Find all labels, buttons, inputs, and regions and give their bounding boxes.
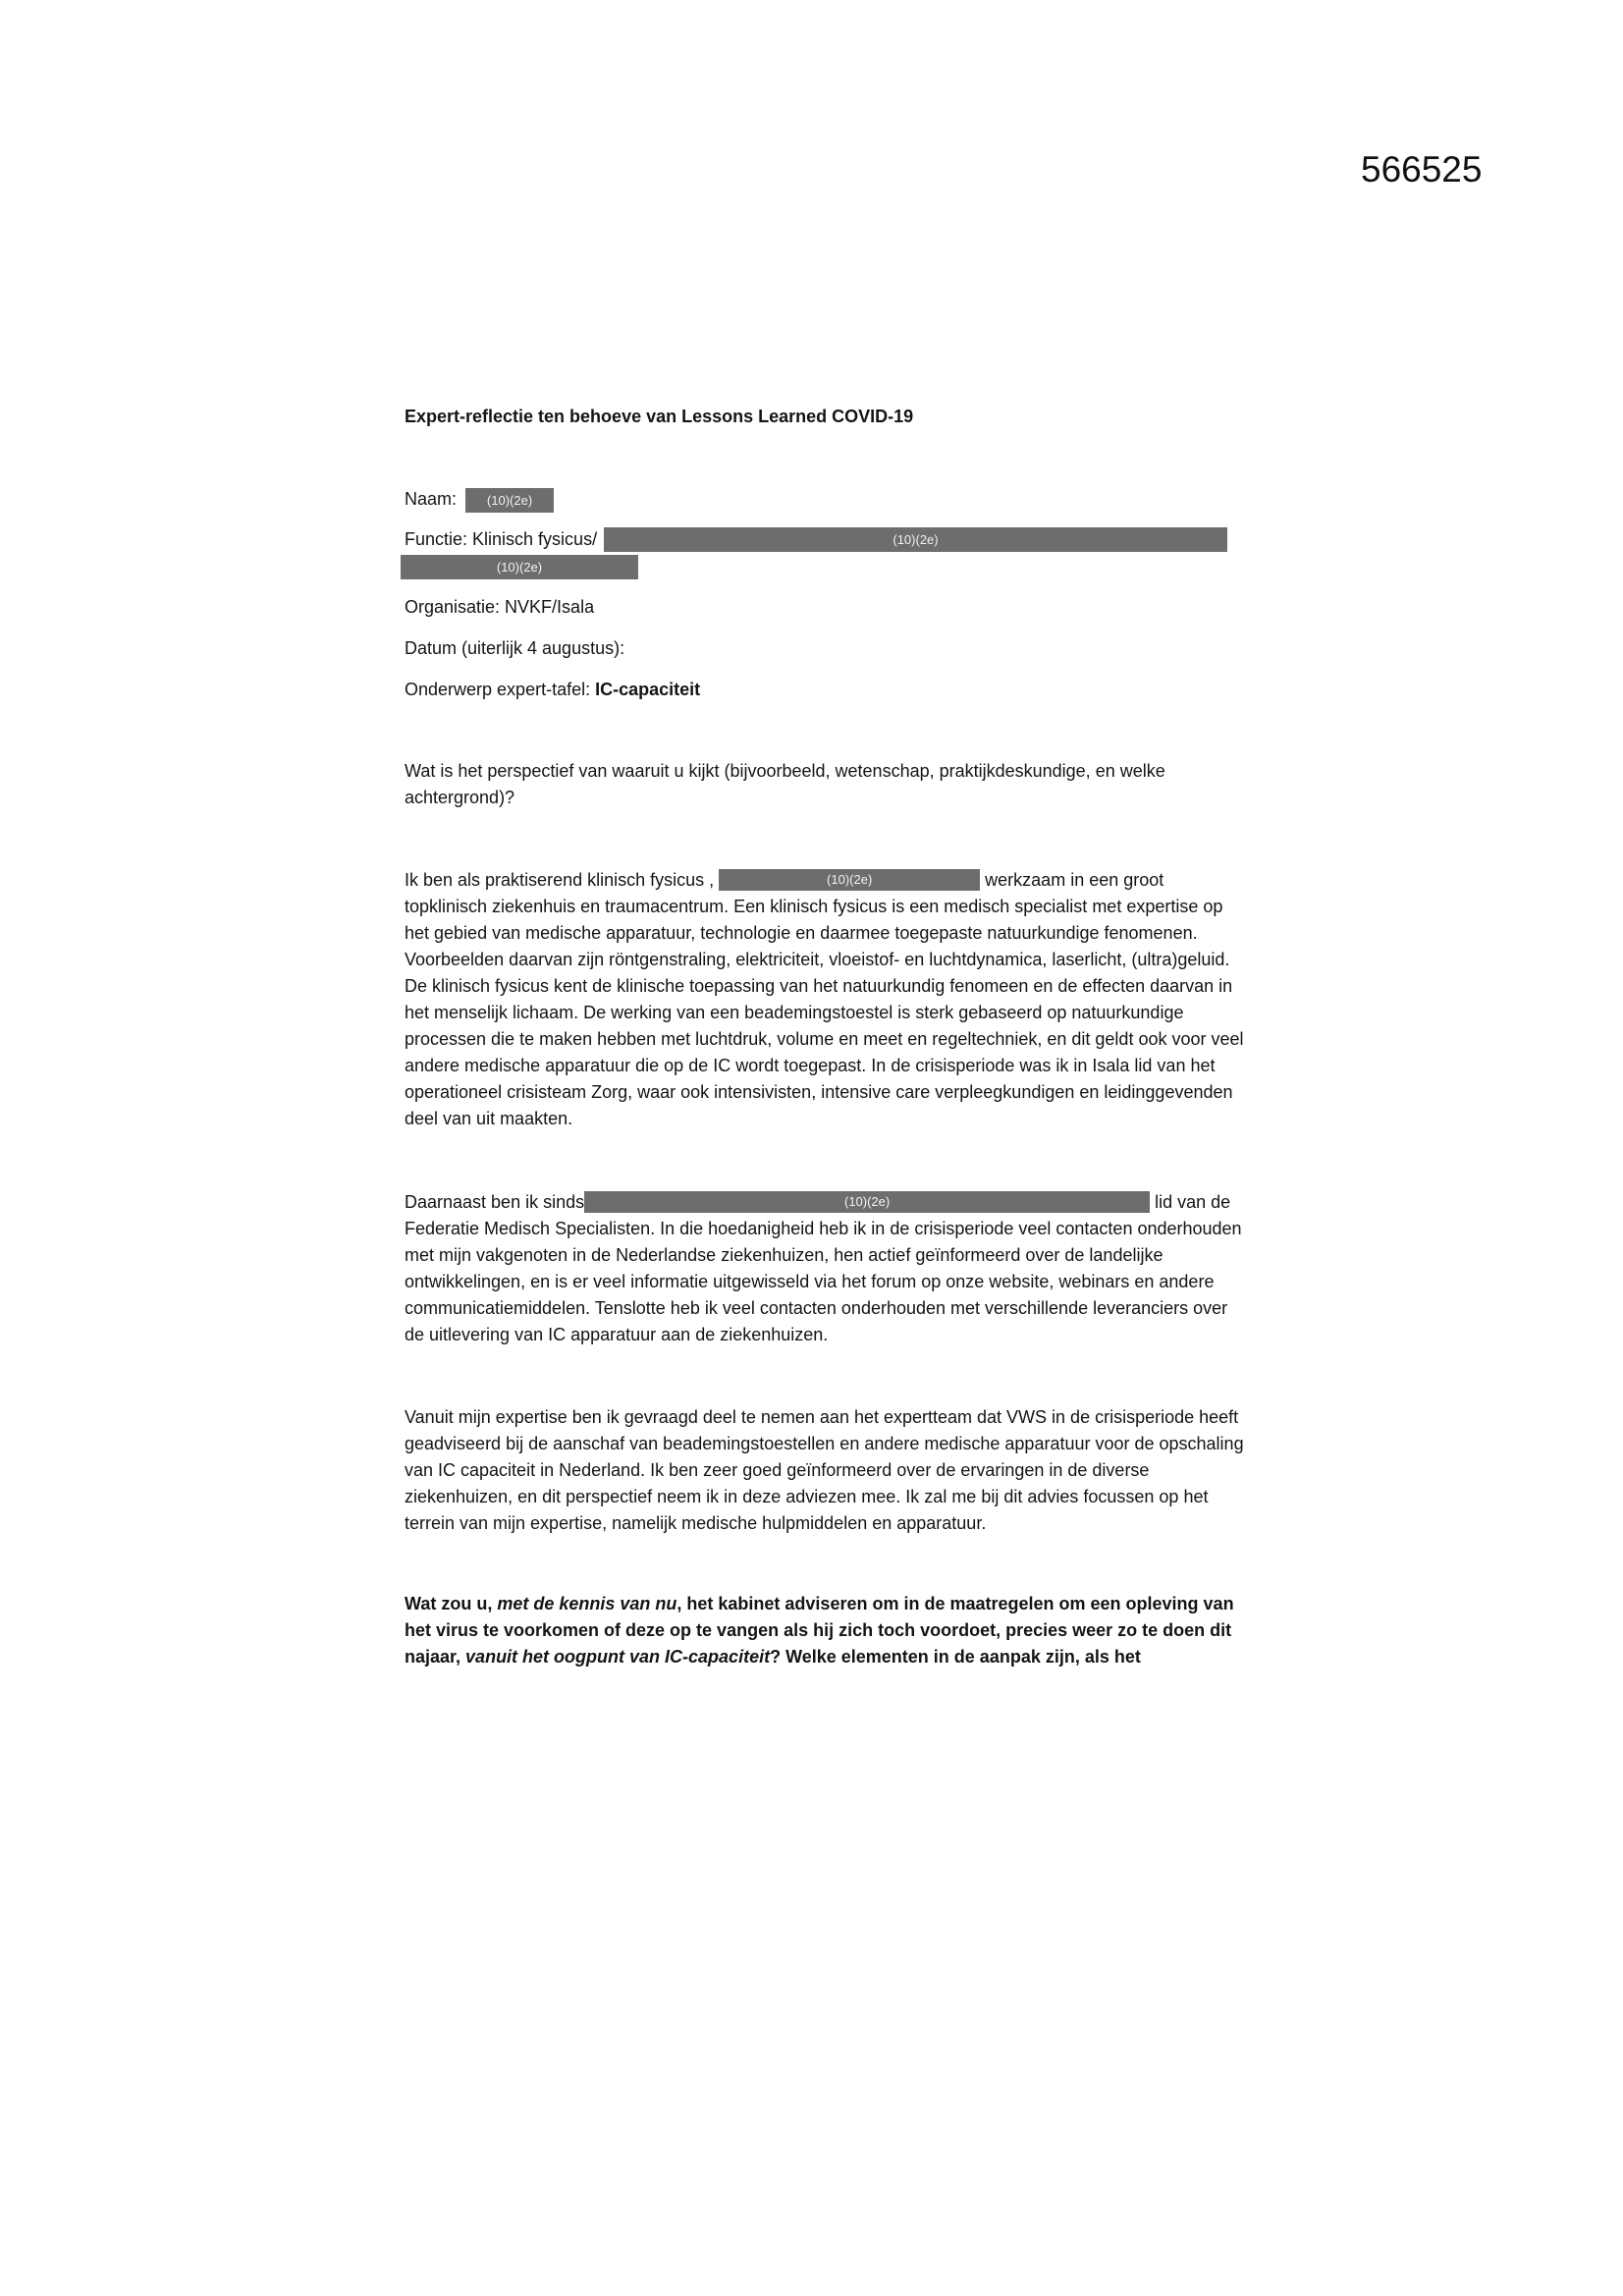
question2-part: Wat zou u,: [405, 1594, 498, 1613]
paragraph-federatie: [405, 1189, 1249, 1348]
question2-italic: vanuit het oogpunt van IC-capaciteit: [465, 1647, 771, 1667]
question-advies: [405, 1591, 1249, 1670]
document-number: 566525: [1361, 149, 1483, 190]
redaction-box: (10)(2e): [604, 527, 1227, 552]
onderwerp-value: IC-capaciteit: [595, 680, 701, 699]
paragraph-expertteam: Vanuit mijn expertise ben ik gevraagd deel te nemen aan het expertteam dat VWS in de crisisperiode heeft geadviseerd bij de aanschaf van beademingstoestellen en andere medische apparatuur voor de opschaling van IC capaciteit in Nederland. Ik ben zeer goed geïnformeerd over de ervaringen in de diverse ziekenhuizen, en dit perspectief neem ik in deze adviezen mee. Ik zal me bij dit advies focussen op het terrein van mijn expertise, namelijk medische hulpmiddelen en apparatuur.: [405, 1407, 1244, 1533]
para2-lead: Daarnaast ben ik sinds: [405, 1192, 585, 1212]
para2-after: lid van: [1155, 1192, 1207, 1212]
para1-rest: topklinisch ziekenhuis en traumacentrum. Een klinisch fysicus is een medisch specialist met expertise op het gebied van medische apparatuur, technologie en daarmee toegepaste natuurkundige fenomenen. Voorbeelden daarvan zijn röntgenstraling, elektriciteit, vloeistof- en luchtdynamica, laserlicht, (ultra)geluid. De klinisch fysicus kent de klinische toepassing van het natuurkundig fenomeen en de effecten daarvan in het menselijk lichaam. De werking van een beademingstoestel is sterk gebaseerd op natuurkundige processen die te maken hebben met luchtdruk, volume en meet en regeltechniek, en dit geldt ook voor veel andere medische apparatuur die op de IC wordt toegepast. In de crisisperiode was ik in Isala lid van het operationeel crisisteam Zorg, waar ook intensivisten, intensive care verpleegkundigen en leidinggevenden deel van uit maakten.: [405, 897, 1244, 1128]
para1-after: werkzaam in een groot: [985, 870, 1164, 890]
functie-label: Functie: Klinisch fysicus/: [405, 529, 598, 549]
redaction-box: (10)(2e): [719, 869, 980, 891]
paragraph-achtergrond: [405, 867, 1249, 1132]
field-datum: Datum (uiterlijk 4 augustus):: [405, 638, 625, 658]
para1-lead: Ik ben als praktiserend klinisch fysicus ,: [405, 870, 715, 890]
field-organisatie: Organisatie: NVKF/Isala: [405, 597, 595, 617]
para2-rest: de Federatie Medisch Specialisten. In die hoedanigheid heb ik in de crisisperiode veel contacten onderhouden met mijn vakgenoten in de Nederlandse ziekenhuizen, hen actief geïnformeerd over de landelijke ontwikkelingen, en is er veel informatie uitgewisseld via het forum op onze website, webinars en andere communicatiemiddelen. Tenslotte heb ik veel contacten onderhouden met verschillende leveranciers over de uitlevering van IC apparatuur aan de ziekenhuizen.: [405, 1192, 1242, 1344]
question2-part: ? Welke elementen in de aanpak zijn, als het: [770, 1647, 1141, 1667]
field-functie: [405, 526, 597, 553]
redaction-box: (10)(2e): [401, 555, 638, 579]
redaction-box: (10)(2e): [584, 1191, 1150, 1213]
question2-part: , het kabinet adviseren om in de maatregelen om een opleving van het virus te voorkomen of deze op te vangen als hij zich toch voordoet, precies weer zo te doen dit najaar,: [405, 1594, 1234, 1667]
document-title: Expert-reflectie ten behoeve van Lessons Learned COVID-19: [405, 407, 914, 426]
field-naam: [405, 486, 554, 513]
question2-italic: met de kennis van nu: [497, 1594, 677, 1613]
field-onderwerp: [405, 677, 700, 703]
question-perspectief: Wat is het perspectief van waaruit u kijkt (bijvoorbeeld, wetenschap, praktijkdeskundige, en welke achtergrond)?: [405, 761, 1165, 807]
onderwerp-label: Onderwerp expert-tafel:: [405, 680, 596, 699]
naam-label: Naam:: [405, 489, 458, 509]
redaction-box: (10)(2e): [465, 488, 554, 513]
